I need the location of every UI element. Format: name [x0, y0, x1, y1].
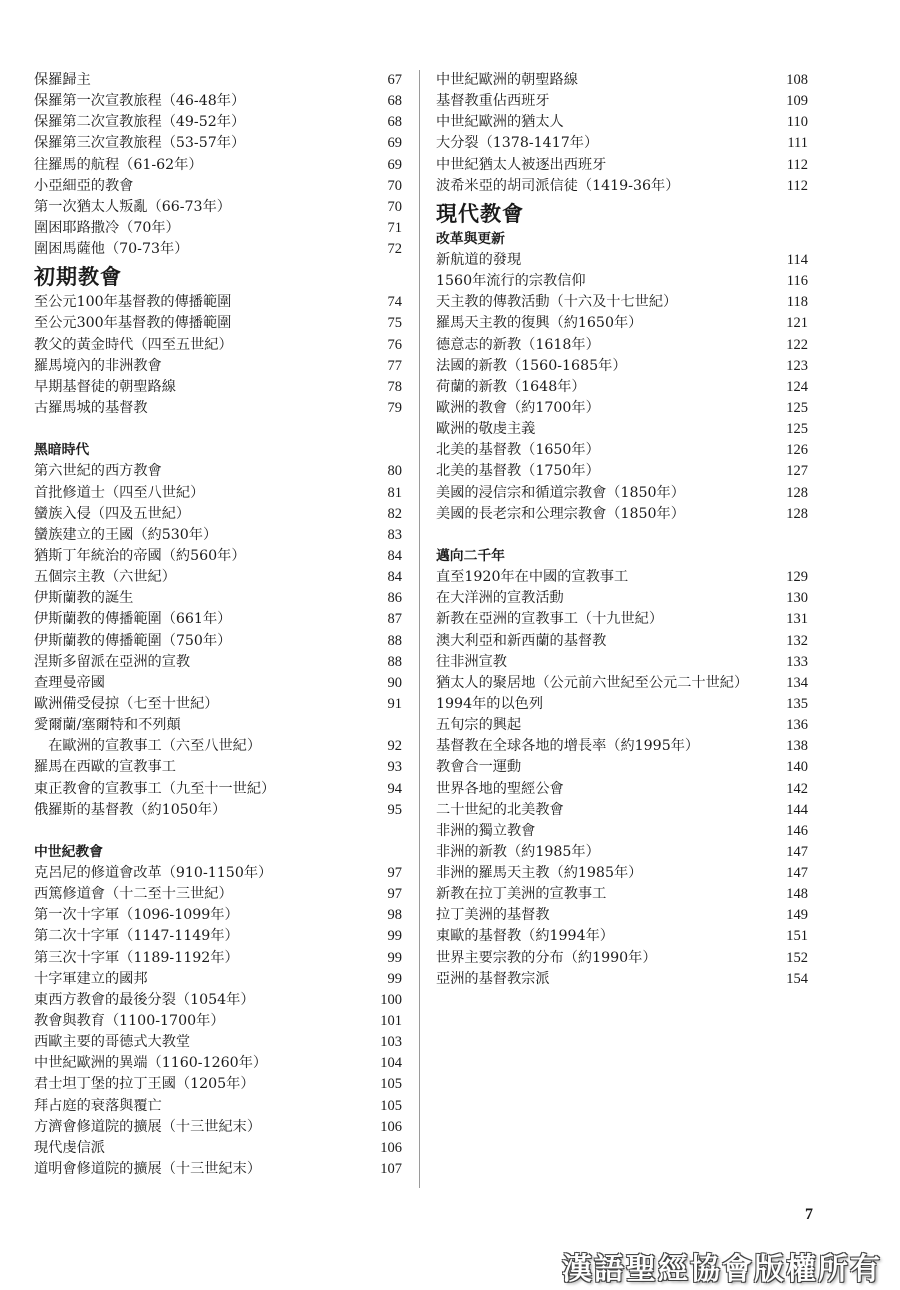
toc-entry-page: 132 — [786, 632, 808, 649]
toc-entry-title: 新教在亞洲的宣教事工（十九世紀） — [436, 611, 664, 628]
toc-entry[interactable] — [34, 673, 402, 694]
toc-entry-page: 126 — [786, 442, 808, 459]
toc-entry[interactable] — [34, 1011, 402, 1032]
section-spacer — [436, 525, 808, 546]
toc-entry[interactable] — [34, 461, 402, 482]
toc-entry[interactable] — [34, 239, 402, 260]
toc-entry-title: 五旬宗的興起 — [436, 717, 522, 734]
toc-entry-page: 127 — [786, 463, 808, 480]
toc-entry[interactable] — [34, 800, 402, 821]
toc-entry[interactable] — [34, 525, 402, 546]
toc-entry-title: 古羅馬城的基督教 — [34, 399, 148, 416]
toc-entry[interactable] — [34, 631, 402, 652]
toc-entry-title: 中世紀歐洲的異端（1160-1260年） — [34, 1055, 268, 1072]
toc-entry[interactable] — [436, 715, 808, 736]
toc-entry-title: 世界主要宗教的分布（約1990年） — [436, 949, 657, 966]
toc-entry[interactable] — [34, 218, 402, 239]
toc-entry-title: 第一次十字軍（1096-1099年） — [34, 907, 239, 924]
toc-entry-title: 新航道的發現 — [436, 251, 522, 268]
toc-entry-page: 82 — [387, 505, 402, 522]
toc-entry-title: 二十世紀的北美教會 — [436, 801, 564, 818]
toc-entry-page: 91 — [387, 695, 402, 712]
toc-entry-page: 69 — [387, 135, 402, 152]
toc-entry-page: 122 — [786, 336, 808, 353]
toc-entry-page: 99 — [387, 928, 402, 945]
toc-entry-page: 84 — [387, 569, 402, 586]
toc-entry-title: 羅馬天主教的復興（約1650年） — [436, 315, 643, 332]
toc-entry[interactable] — [436, 155, 808, 176]
toc-entry-page: 140 — [786, 759, 808, 776]
toc-entry-page: 68 — [387, 114, 402, 131]
toc-entry-title: 伊斯蘭教的傳播範圍（661年） — [34, 611, 232, 628]
toc-entry-page: 111 — [787, 135, 808, 152]
toc-entry[interactable] — [436, 948, 808, 969]
toc-entry-title: 伊斯蘭教的傳播範圍（750年） — [34, 632, 232, 649]
toc-entry[interactable] — [436, 335, 808, 356]
page-number: 7 — [805, 1206, 813, 1223]
toc-entry-page: 135 — [786, 695, 808, 712]
toc-entry[interactable] — [34, 1032, 402, 1053]
toc-entry-title: 小亞細亞的教會 — [34, 177, 134, 194]
toc-entry-page: 106 — [380, 1139, 402, 1156]
toc-entry-page: 80 — [387, 463, 402, 480]
toc-entry[interactable] — [436, 863, 808, 884]
toc-entry-title: 在大洋洲的宣教活動 — [436, 590, 564, 607]
toc-entry-page: 108 — [786, 72, 808, 88]
toc-entry[interactable] — [34, 757, 402, 778]
toc-entry-title: 第六世紀的西方教會 — [34, 463, 162, 480]
toc-entry-page: 124 — [786, 378, 808, 395]
toc-entry[interactable] — [34, 652, 402, 673]
toc-entry-page: 97 — [387, 865, 402, 882]
toc-entry-page: 149 — [786, 907, 808, 924]
toc-entry-title: 新教在拉丁美洲的宣教事工 — [436, 886, 607, 903]
toc-entry-page: 154 — [786, 970, 808, 987]
toc-entry-page: 129 — [786, 569, 808, 586]
toc-entry-page: 95 — [387, 801, 402, 818]
toc-entry[interactable] — [34, 863, 402, 884]
toc-entry-title: 愛爾蘭/塞爾特和不列顛 — [34, 717, 181, 734]
toc-entry-title: 亞洲的基督教宗派 — [436, 970, 550, 987]
toc-entry-title: 第三次十字軍（1189-1192年） — [34, 949, 239, 966]
toc-entry-title: 非洲的新教（約1985年） — [436, 843, 600, 860]
toc-entry-page: 97 — [387, 886, 402, 903]
toc-entry-title: 保羅第二次宣教旅程（49-52年） — [34, 114, 246, 131]
toc-entry-page: 68 — [387, 93, 402, 110]
toc-entry[interactable] — [34, 313, 402, 334]
toc-entry-title: 第一次猶太人叛亂（66-73年） — [34, 198, 231, 215]
toc-entry[interactable] — [34, 969, 402, 990]
toc-entry-page: 131 — [786, 611, 808, 628]
toc-entry[interactable] — [436, 694, 808, 715]
toc-entry-title: 北美的基督教（1650年） — [436, 442, 600, 459]
toc-entry[interactable] — [34, 91, 402, 112]
toc-entry[interactable] — [34, 1074, 402, 1095]
toc-entry-title: 波希米亞的胡司派信徒（1419-36年） — [436, 177, 680, 194]
toc-entry-page: 79 — [387, 399, 402, 416]
toc-entry-page: 81 — [387, 484, 402, 501]
toc-entry[interactable] — [34, 292, 402, 313]
toc-entry-page: 75 — [387, 315, 402, 332]
toc-entry-title: 查理曼帝國 — [34, 674, 105, 691]
toc-entry[interactable] — [436, 504, 808, 525]
toc-entry[interactable] — [436, 398, 808, 419]
toc-right-column — [436, 70, 808, 990]
toc-entry[interactable] — [436, 112, 808, 133]
toc-entry[interactable] — [34, 1159, 402, 1180]
toc-entry[interactable] — [436, 133, 808, 154]
toc-entry[interactable] — [34, 1138, 402, 1159]
toc-entry-title: 第二次十字軍（1147-1149年） — [34, 928, 239, 945]
toc-entry-page: 147 — [786, 843, 808, 860]
toc-entry[interactable] — [34, 133, 402, 154]
toc-entry-title: 美國的浸信宗和循道宗教會（1850年） — [436, 484, 685, 501]
toc-entry[interactable] — [34, 176, 402, 197]
toc-entry[interactable] — [436, 779, 808, 800]
toc-entry-title: 北美的基督教（1750年） — [436, 463, 600, 480]
toc-entry-page: 112 — [786, 156, 808, 173]
toc-entry-title: 克呂尼的修道會改革（910-1150年） — [34, 865, 273, 882]
toc-entry-title: 1994年的以色列 — [436, 695, 544, 712]
toc-entry-page: 114 — [786, 251, 808, 268]
toc-entry[interactable] — [436, 609, 808, 630]
toc-entry-page: 116 — [786, 273, 808, 290]
toc-entry-page: 148 — [786, 886, 808, 903]
toc-entry-page: 71 — [387, 219, 402, 236]
toc-entry[interactable] — [436, 673, 808, 694]
toc-entry-page: 125 — [786, 399, 808, 416]
toc-entry-page: 100 — [380, 991, 402, 1008]
toc-entry[interactable] — [34, 155, 402, 176]
toc-entry-page: 84 — [387, 547, 402, 564]
toc-entry[interactable] — [436, 842, 808, 863]
toc-entry[interactable] — [436, 905, 808, 926]
toc-entry[interactable] — [34, 779, 402, 800]
toc-entry-title: 五個宗主教（六世紀） — [34, 569, 176, 586]
toc-entry-page: 104 — [380, 1055, 402, 1072]
toc-entry-title: 保羅第一次宣教旅程（46-48年） — [34, 93, 246, 110]
toc-entry[interactable] — [34, 377, 402, 398]
toc-entry-page: 107 — [380, 1161, 402, 1178]
toc-entry[interactable] — [436, 176, 808, 197]
toc-entry-page: 105 — [380, 1097, 402, 1114]
toc-entry-page: 128 — [786, 484, 808, 501]
toc-entry-title: 基督教重佔西班牙 — [436, 93, 550, 110]
toc-entry-page: 146 — [786, 822, 808, 839]
toc-entry-title: 中世紀猶太人被逐出西班牙 — [436, 156, 607, 173]
toc-entry-page: 136 — [786, 717, 808, 734]
toc-entry-page: 69 — [387, 156, 402, 173]
toc-entry-page: 152 — [786, 949, 808, 966]
toc-entry[interactable] — [436, 377, 808, 398]
toc-entry-title: 直至1920年在中國的宣教事工 — [436, 569, 629, 586]
toc-entry[interactable] — [436, 821, 808, 842]
toc-entry-page: 110 — [786, 114, 808, 131]
toc-entry-title: 俄羅斯的基督教（約1050年） — [34, 801, 227, 818]
toc-entry[interactable] — [436, 271, 808, 292]
toc-entry-page: 147 — [786, 865, 808, 882]
toc-entry[interactable] — [34, 112, 402, 133]
toc-entry-title: 羅馬境內的非洲教會 — [34, 357, 162, 374]
toc-entry[interactable] — [436, 736, 808, 757]
toc-entry-title: 拜占庭的衰落與覆亡 — [34, 1097, 162, 1114]
toc-entry-title: 蠻族入侵（四及五世紀） — [34, 505, 191, 522]
toc-entry-title: 至公元100年基督教的傳播範圍 — [34, 294, 232, 311]
toc-entry-title: 往羅馬的航程（61-62年） — [34, 156, 203, 173]
toc-entry[interactable] — [34, 926, 402, 947]
toc-entry[interactable] — [34, 715, 402, 736]
toc-entry-page: 123 — [786, 357, 808, 374]
toc-entry-title: 教父的黃金時代（四至五世紀） — [34, 336, 233, 353]
toc-entry-page: 72 — [387, 241, 402, 258]
toc-entry-title: 拉丁美洲的基督教 — [436, 907, 550, 924]
toc-entry[interactable] — [34, 948, 402, 969]
toc-entry-title: 澳大利亞和新西蘭的基督教 — [436, 632, 607, 649]
section-heading: 改革與更新 — [436, 230, 505, 247]
toc-entry[interactable] — [34, 884, 402, 905]
toc-entry-title: 圍困馬薩他（70-73年） — [34, 241, 189, 258]
toc-entry-page: 74 — [387, 294, 402, 311]
toc-entry-page: 133 — [786, 653, 808, 670]
toc-entry-title: 往非洲宣教 — [436, 653, 507, 670]
toc-entry-title: 涅斯多留派在亞洲的宣教 — [34, 653, 191, 670]
toc-entry-title: 蠻族建立的王國（約530年） — [34, 526, 218, 543]
toc-entry-title: 教會與教育（1100-1700年） — [34, 1013, 225, 1030]
toc-entry-title: 東歐的基督教（約1994年） — [436, 928, 614, 945]
toc-entry-title: 非洲的獨立教會 — [436, 822, 536, 839]
toc-entry-title: 中世紀歐洲的猶太人 — [436, 114, 564, 131]
toc-entry[interactable] — [436, 70, 808, 91]
toc-entry[interactable] — [436, 483, 808, 504]
toc-entry-page: 103 — [380, 1034, 402, 1051]
section-spacer — [34, 821, 402, 842]
toc-entry[interactable] — [436, 884, 808, 905]
toc-entry-page: 151 — [786, 928, 808, 945]
toc-entry-page: 128 — [786, 505, 808, 522]
toc-entry[interactable] — [34, 567, 402, 588]
toc-entry[interactable] — [34, 197, 402, 218]
toc-entry[interactable] — [34, 356, 402, 377]
toc-entry-title: 保羅歸主 — [34, 72, 91, 88]
toc-entry[interactable] — [34, 588, 402, 609]
toc-entry[interactable] — [34, 504, 402, 525]
toc-entry[interactable] — [34, 335, 402, 356]
toc-entry-page: 99 — [387, 970, 402, 987]
toc-entry-title: 天主教的傳教活動（十六及十七世紀） — [436, 294, 678, 311]
toc-entry-title: 首批修道士（四至八世紀） — [34, 484, 205, 501]
toc-entry-title: 保羅第三次宣教旅程（53-57年） — [34, 135, 246, 152]
toc-entry-title: 在歐洲的宣教事工（六至八世紀） — [34, 738, 262, 755]
toc-entry[interactable] — [436, 292, 808, 313]
toc-entry[interactable] — [34, 483, 402, 504]
toc-entry-title: 美國的長老宗和公理宗教會（1850年） — [436, 505, 685, 522]
toc-entry-title: 世界各地的聖經公會 — [436, 780, 564, 797]
toc-entry-title: 歐洲的敬虔主義 — [436, 421, 536, 438]
toc-entry-title: 伊斯蘭教的誕生 — [34, 590, 134, 607]
toc-entry-page: 93 — [387, 759, 402, 776]
toc-entry[interactable] — [34, 905, 402, 926]
toc-entry[interactable] — [436, 652, 808, 673]
toc-entry-page: 130 — [786, 590, 808, 607]
toc-entry-page: 138 — [786, 738, 808, 755]
toc-entry-page: 121 — [786, 315, 808, 332]
toc-entry[interactable] — [436, 440, 808, 461]
toc-entry[interactable] — [436, 631, 808, 652]
toc-entry[interactable] — [436, 757, 808, 778]
toc-entry-title: 東正教會的宣教事工（九至十一世紀） — [34, 780, 276, 797]
toc-entry-page: 94 — [387, 780, 402, 797]
toc-entry-page: 106 — [380, 1118, 402, 1135]
toc-entry-title: 猶太人的聚居地（公元前六世紀至公元二十世紀） — [436, 674, 749, 691]
toc-entry-page: 70 — [387, 198, 402, 215]
toc-entry[interactable] — [436, 800, 808, 821]
toc-entry[interactable] — [34, 1117, 402, 1138]
toc-entry-title: 歐洲的教會（約1700年） — [436, 399, 600, 416]
toc-entry-title: 早期基督徒的朝聖路線 — [34, 378, 176, 395]
toc-entry-page: 118 — [786, 294, 808, 311]
toc-entry-page: 144 — [786, 801, 808, 818]
toc-entry[interactable] — [436, 91, 808, 112]
toc-entry-title: 圍困耶路撒冷（70年） — [34, 219, 180, 236]
toc-entry[interactable] — [436, 926, 808, 947]
toc-entry-page: 105 — [380, 1076, 402, 1093]
toc-entry-title: 方濟會修道院的擴展（十三世紀末） — [34, 1118, 262, 1135]
toc-entry-page: 98 — [387, 907, 402, 924]
part-heading: 現代教會 — [436, 201, 524, 226]
toc-entry-title: 至公元300年基督教的傳播範圍 — [34, 315, 232, 332]
section-heading: 黑暗時代 — [34, 442, 90, 459]
toc-entry-title: 基督教在全球各地的增長率（約1995年） — [436, 738, 700, 755]
toc-entry-title: 中世紀歐洲的朝聖路線 — [436, 72, 578, 88]
toc-entry-title: 現代虔信派 — [34, 1139, 105, 1156]
toc-entry-page: 83 — [387, 526, 402, 543]
toc-entry-title: 1560年流行的宗教信仰 — [436, 273, 586, 290]
toc-entry-page: 99 — [387, 949, 402, 966]
toc-entry[interactable] — [436, 969, 808, 990]
toc-entry-title: 西歐主要的哥德式大教堂 — [34, 1034, 191, 1051]
toc-entry-title: 羅馬在西歐的宣教事工 — [34, 759, 176, 776]
part-heading: 初期教會 — [34, 265, 122, 290]
toc-left-column — [34, 70, 402, 1180]
toc-entry[interactable] — [34, 694, 402, 715]
toc-entry-title: 猶斯丁年統治的帝國（約560年） — [34, 547, 246, 564]
toc-entry-page: 112 — [786, 177, 808, 194]
toc-entry-title: 君士坦丁堡的拉丁王國（1205年） — [34, 1076, 255, 1093]
section-heading: 邁向二千年 — [436, 547, 505, 564]
toc-entry-title: 法國的新教（1560-1685年） — [436, 357, 627, 374]
toc-entry-page: 101 — [380, 1013, 402, 1030]
toc-entry-page: 88 — [387, 632, 402, 649]
toc-entry[interactable] — [34, 70, 402, 91]
toc-entry-page: 78 — [387, 378, 402, 395]
toc-entry-title: 東西方教會的最後分裂（1054年） — [34, 991, 255, 1008]
toc-entry[interactable] — [436, 419, 808, 440]
toc-entry-title: 德意志的新教（1618年） — [436, 336, 600, 353]
toc-entry[interactable] — [34, 1053, 402, 1074]
toc-entry-page: 67 — [387, 72, 402, 88]
toc-entry-title: 非洲的羅馬天主教（約1985年） — [436, 865, 643, 882]
toc-entry-page: 125 — [786, 421, 808, 438]
toc-entry[interactable] — [436, 461, 808, 482]
toc-entry-page: 70 — [387, 177, 402, 194]
toc-entry[interactable] — [34, 609, 402, 630]
toc-entry-page: 142 — [786, 780, 808, 797]
toc-entry-title: 歐洲備受侵掠（七至十世紀） — [34, 695, 219, 712]
section-heading: 中世紀教會 — [34, 843, 103, 860]
toc-entry[interactable] — [34, 736, 402, 757]
toc-entry[interactable] — [34, 990, 402, 1011]
toc-entry[interactable] — [34, 1096, 402, 1117]
toc-entry-page: 86 — [387, 590, 402, 607]
toc-entry-title: 教會合一運動 — [436, 759, 522, 776]
toc-entry[interactable] — [436, 250, 808, 271]
toc-entry-title: 西篤修道會（十二至十三世紀） — [34, 886, 233, 903]
toc-entry-page: 92 — [387, 738, 402, 755]
toc-entry[interactable] — [436, 567, 808, 588]
toc-entry-title: 十字軍建立的國邦 — [34, 970, 148, 987]
toc-entry[interactable] — [34, 398, 402, 419]
toc-entry-page: 87 — [387, 611, 402, 628]
column-divider — [419, 70, 420, 1188]
toc-entry-page: 134 — [786, 674, 808, 691]
toc-entry-page: 76 — [387, 336, 402, 353]
toc-entry-title: 大分裂（1378-1417年） — [436, 135, 599, 152]
section-spacer — [34, 419, 402, 440]
toc-entry[interactable] — [34, 546, 402, 567]
toc-entry[interactable] — [436, 588, 808, 609]
toc-entry[interactable] — [436, 313, 808, 334]
toc-entry-title: 荷蘭的新教（1648年） — [436, 378, 586, 395]
copyright-watermark: 漢語聖經協會版權所有 — [562, 1252, 882, 1287]
toc-entry-title: 道明會修道院的擴展（十三世紀末） — [34, 1161, 262, 1178]
toc-entry-page: 109 — [786, 93, 808, 110]
toc-entry-page: 90 — [387, 674, 402, 691]
toc-entry-page: 88 — [387, 653, 402, 670]
toc-entry[interactable] — [436, 356, 808, 377]
toc-entry-page: 77 — [387, 357, 402, 374]
